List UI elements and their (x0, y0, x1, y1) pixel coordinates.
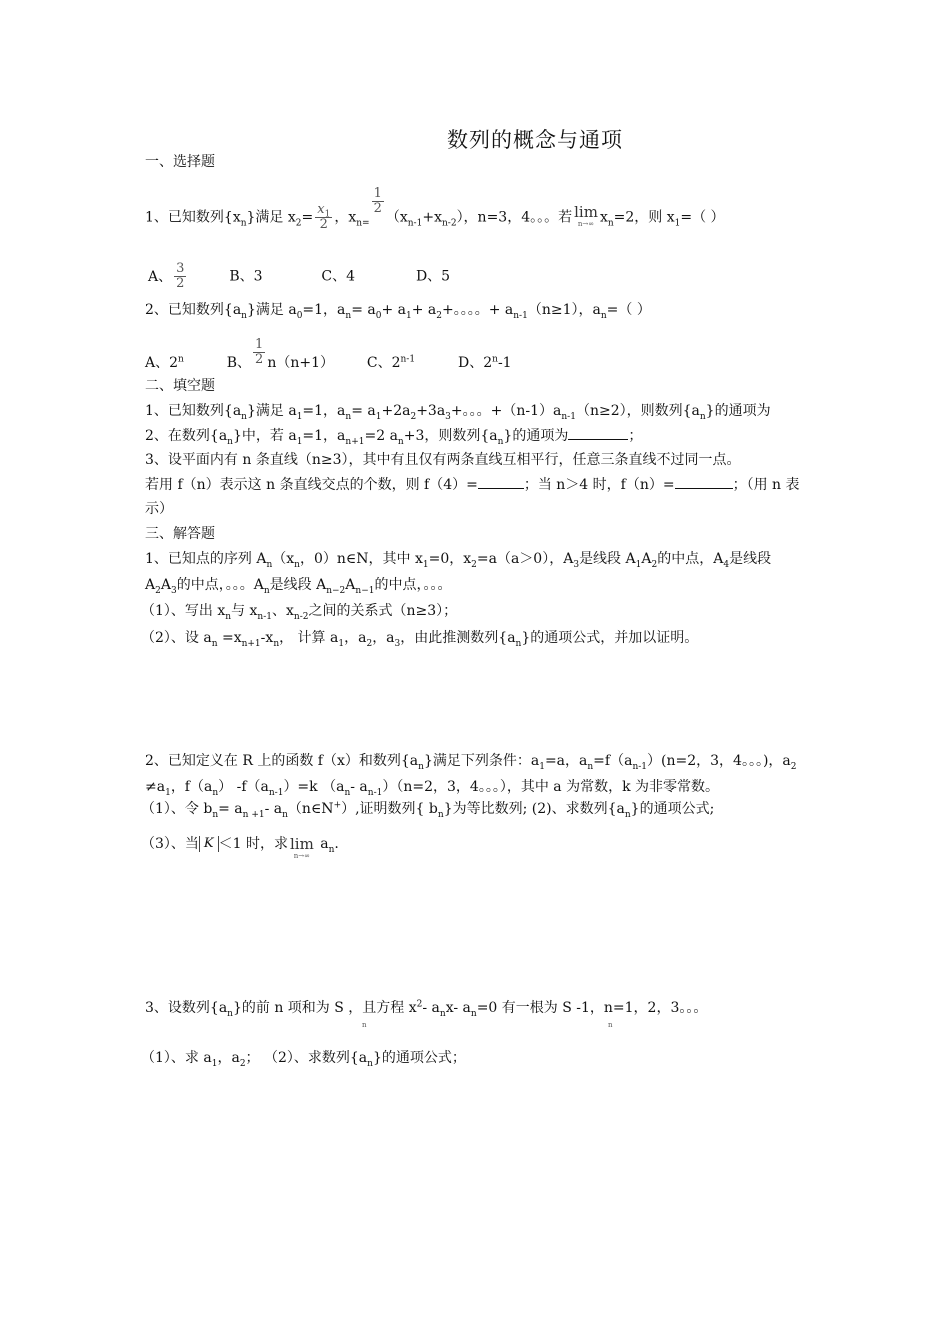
fraction-x1-over-2: $\frac{x_1}{2}$ (317, 202, 331, 232)
solve-question-1-part-2: （2）、设 $a_n =x_{n+1}-x_n$， 计算 $a_1$，$a_2$，$a_3$，由此推测数列$\{a_n\}$的通项公式，并加以证明。 (141, 630, 699, 649)
answer-blank-f4[interactable] (478, 476, 524, 489)
answer-blank[interactable] (568, 427, 628, 440)
option-d: D、2$^n$-1 (458, 353, 512, 371)
fill-question-3-line-2: 若用 f（n）表示这 n 条直线交点的个数，则 f（4）= ；当 n＞4 时，f（n）= ；（用 n 表 (145, 477, 800, 493)
option-b: B、 $\frac{1}{2}$ n（n+1） (226, 337, 334, 371)
option-c: C、4 (321, 268, 356, 285)
choice-question-2-options (145, 337, 512, 377)
section-choice-heading: 一、选择题 (145, 154, 215, 170)
fraction-three-halves: $\frac{3}{2}$ (176, 261, 185, 291)
solve-question-2-line-2: $\ne a_1$，$f(a_n)$ $-f(a_{n-1})=k$ （$a_n-$ $a_{n-1})(n=2$，3，4。。。），其中 a 为常数，k 为非零常数。 (145, 779, 720, 798)
option-a: A、2$^n$ (145, 353, 184, 371)
solve-question-1-line-2: $A_2A_3$的中点，。。。$A_n$是线段 $A_{n-2}A_{n-1}$的中点，。。。 (145, 577, 452, 596)
solve-question-1-part-1: （1）、写出 $x_n$与 $x_{n-1}$、$x_{n-2}$之间的关系式（n≥3）； (141, 603, 458, 622)
solve-question-2-part-1: （1）、令 $b_n= a_{n +1}-$ $a_n(n\in N^+)$,证明数列{ $b_n$}为等比数列; (2)、求数列$\{a_n\}$的通项公式; (141, 800, 715, 820)
solve-question-1-line-1: 1、已知点的序列 $A_n(x_n$，0）n∈N，其中 $x_1=0$，$x_2=a(a>0)$，$A_3$是线段 $A_1A_2$的中点，$A_4$是线段 (145, 551, 772, 570)
fill-question-1: 1、已知数列$\{a_n\}$满足 $a_1=1$，$a_n= a_1+2a_2+3a_3+$。。。$+(n-1)a_{n-1}(n\ge 2)$，则数列$\{a_n\}$的通项为 (145, 403, 771, 422)
option-a: A、 $\frac{3}{2}$ (148, 261, 185, 291)
option-b: B、3 (229, 268, 263, 285)
fraction-one-half: $\frac{1}{2}$ (255, 337, 264, 367)
solve-question-3-line-1: 3、设数列$\{a_n\}$的前 n 项和为 S ，且方程 $x^2-$ $a_nx-$ $a_n=0$ 有一根为 S -1，n=1，2，3。。。 (145, 999, 708, 1019)
sn-subscript-1: n (362, 1021, 367, 1029)
absolute-value-k: K (199, 836, 219, 852)
fill-question-3-line-1: 3、设平面内有 n 条直线（n≥3），其中有且仅有两条直线互相平行，任意三条直线不过同一点。 (145, 452, 741, 468)
option-d: D、5 (415, 268, 451, 285)
choice-question-2: 2、已知数列$\{a_n\}$满足 $a_0=1$，$a_n= a_0+ a_1+ a_2+$。。。。+ $a_{n-1}(n\ge 1)$，$a_n=$（ ） (145, 302, 651, 321)
solve-question-2-part-3: （3）、当 K ＜1 时，求 lim n→∞ $a_n$. (141, 835, 339, 860)
section-solve-heading: 三、解答题 (145, 526, 215, 542)
option-c: C、2$^{n-1}$ (366, 353, 416, 371)
solve-question-2-line-1: 2、已知定义在 R 上的函数 f（x）和数列$\{a_n\}$满足下列条件：$a_1=a$，$a_n=f(a_{n-1})(n=2$，3，4。。。)，$a_2$ (145, 753, 797, 772)
page-title: 数列的概念与通项 (447, 128, 623, 152)
answer-blank-fn[interactable] (675, 476, 733, 489)
section-fill-heading: 二、填空题 (145, 378, 215, 394)
limit-operator: lim n→∞ (290, 835, 314, 860)
limit-operator: lim n→∞ (574, 202, 598, 228)
choice-question-1: 1、已知数列$\{x_n\}$满足 $x_2=$ $\frac{x_1}{2}$ ，$x_{n=}$ $\frac{1}{2}$ $(x_{n-1}+x_{n-2})$，n=3，4。。。若 lim n→∞ $x_n=2$，则 $x_1=$（ ） (145, 186, 725, 232)
fraction-one-half: $\frac{1}{2}$ (373, 186, 382, 216)
solve-question-3-parts: （1）、求 $a_1$，$a_2$； （2）、求数列$\{a_n\}$的通项公式； (141, 1050, 466, 1069)
fill-question-3-line-3: 示） (145, 501, 173, 517)
fill-question-2: 2、在数列$\{a_n\}$中，若 $a_1=1$，$a_{n+1}=2$ $a_n+3$，则数列$\{a_n\}$的通项为 ； (145, 428, 643, 447)
sn-subscript-2: n (608, 1021, 613, 1029)
choice-question-1-options (148, 262, 450, 291)
